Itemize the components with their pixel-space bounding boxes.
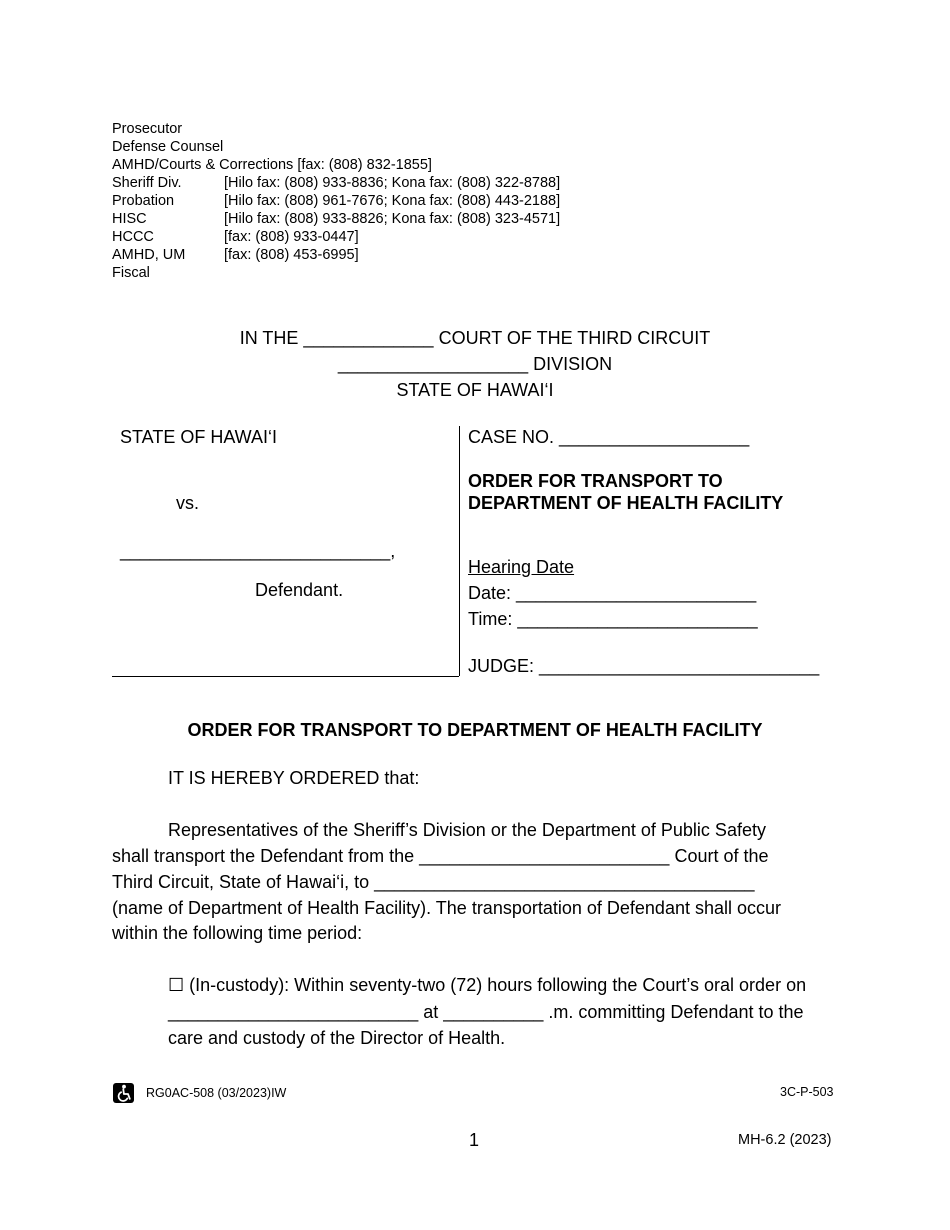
hearing-date-field: Date: ________________________ — [468, 583, 757, 603]
dist-label: Sheriff Div. — [112, 175, 182, 191]
dist-prosecutor: Prosecutor — [112, 121, 183, 137]
dist-value: [Hilo fax: (808) 961-7676; Kona fax: (808) 443-2188] — [224, 193, 561, 209]
caption-bottom-line — [112, 676, 459, 677]
paragraph-line: shall transport the Defendant from the _________________________ Court of the — [112, 846, 769, 866]
paragraph-line: (name of Department of Health Facility). The transportation of Defendant shall occur — [112, 898, 781, 918]
dist-label: Probation — [112, 193, 175, 209]
hearing-date-heading: Hearing Date — [468, 557, 575, 577]
form-code: 3C-P-503 — [780, 1085, 834, 1099]
accessibility-icon — [113, 1083, 134, 1103]
option-line: care and custody of the Director of Health. — [168, 1028, 506, 1048]
caption-defendant-line: ___________________________, — [120, 541, 396, 561]
paragraph-line: Third Circuit, State of Hawai‘i, to ______________________________________ — [112, 872, 755, 892]
judge-field: JUDGE: ____________________________ — [468, 656, 820, 676]
caption-title-line2: DEPARTMENT OF HEALTH FACILITY — [468, 493, 784, 513]
dist-amhd-courts: AMHD/Courts & Corrections [fax: (808) 832-1855] — [112, 157, 432, 173]
dist-value: [fax: (808) 933-0447] — [224, 229, 359, 245]
distribution-list — [112, 120, 560, 282]
caption-divider — [459, 426, 460, 676]
form-id: RG0AC-508 (03/2023)IW — [146, 1086, 287, 1100]
order-title: ORDER FOR TRANSPORT TO DEPARTMENT OF HEALTH FACILITY — [187, 720, 763, 740]
caption-plaintiff: STATE OF HAWAI‘I — [120, 427, 277, 447]
case-number-field: CASE NO. ___________________ — [468, 427, 750, 447]
dist-row — [112, 174, 560, 192]
paragraph-line: within the following time period: — [112, 923, 363, 943]
court-heading-line2: ___________________ DIVISION — [337, 354, 613, 374]
caption-defendant-label: Defendant. — [255, 580, 344, 600]
dist-row — [112, 246, 560, 264]
dist-row — [112, 192, 560, 210]
hearing-time-field: Time: ________________________ — [468, 609, 758, 629]
dist-defense: Defense Counsel — [112, 139, 224, 155]
form-version: MH-6.2 (2023) — [738, 1132, 832, 1148]
order-intro: IT IS HEREBY ORDERED that: — [168, 768, 420, 788]
option-line: _________________________ at __________ .m. committing Defendant to the — [168, 1002, 804, 1022]
dist-label: HCCC — [112, 229, 154, 245]
dist-value: [Hilo fax: (808) 933-8826; Kona fax: (808) 323-4571] — [224, 211, 561, 227]
paragraph-line: Representatives of the Sheriff’s Division or the Department of Public Safety — [168, 820, 766, 840]
in-custody-text: (In-custody): Within seventy-two (72) hours following the Court’s oral order on — [189, 975, 807, 995]
dist-value: [Hilo fax: (808) 933-8836; Kona fax: (808) 322-8788] — [224, 175, 561, 191]
court-heading-line1: IN THE _____________ COURT OF THE THIRD CIRCUIT — [239, 328, 711, 348]
dist-label: AMHD, UM — [112, 247, 186, 263]
dist-value: [fax: (808) 453-6995] — [224, 247, 359, 263]
caption-title-line1: ORDER FOR TRANSPORT TO — [468, 471, 723, 491]
page-number: 1 — [469, 1130, 480, 1150]
dist-row — [112, 228, 560, 246]
in-custody-checkbox[interactable]: ☐ — [168, 975, 185, 995]
dist-label: HISC — [112, 211, 147, 227]
court-heading-line3: STATE OF HAWAI‘I — [396, 380, 554, 400]
dist-fiscal: Fiscal — [112, 265, 150, 281]
dist-row — [112, 210, 560, 228]
in-custody-option — [168, 975, 806, 996]
caption-vs: vs. — [176, 493, 200, 513]
